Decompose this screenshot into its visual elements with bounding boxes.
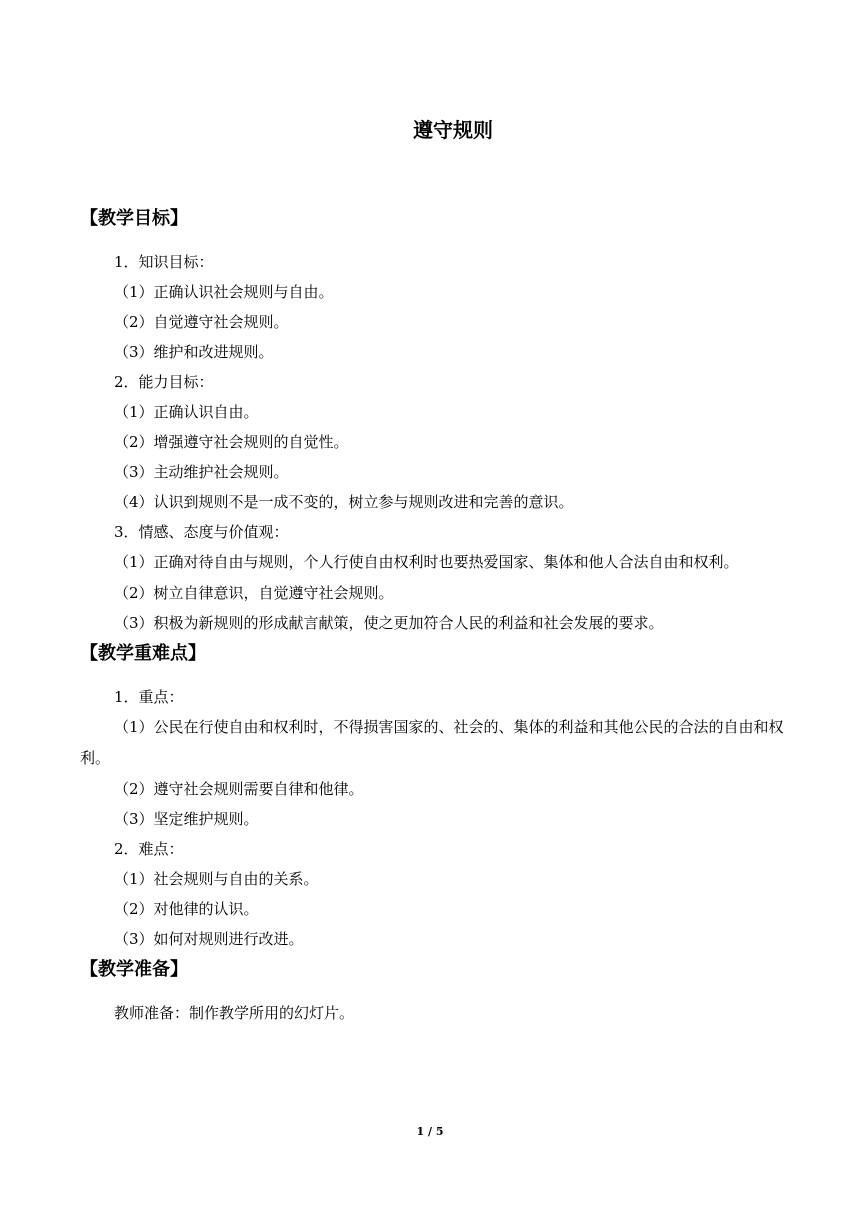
list-item: （1）公民在行使自由和权利时，不得损害国家的、社会的、集体的利益和其他公民的合法的自由和权利。 [80,718,784,767]
page-number: 1 / 5 [416,1125,444,1138]
subsection-label-knowledge: 1．知识目标： [114,253,214,271]
list-item: （1）正确认识社会规则与自由。 [114,283,334,301]
list-item: （2）树立自律意识，自觉遵守社会规则。 [114,584,394,602]
list-item: （1）社会规则与自由的关系。 [114,870,319,888]
list-item: （2）自觉遵守社会规则。 [114,313,289,331]
list-item: （4）认识到规则不是一成不变的，树立参与规则改进和完善的意识。 [114,493,574,511]
document-body [80,203,785,1028]
list-item: （1）正确对待自由与规则，个人行使自由权利时也要热爱国家、集体和他人合法自由和权利。 [114,553,739,571]
section-heading-objectives: 【教学目标】 [80,208,188,229]
list-item: （1）正确认识自由。 [114,403,259,421]
list-item: （2）对他律的认识。 [114,900,259,918]
list-item: （2）增强遵守社会规则的自觉性。 [114,433,349,451]
list-item: （2）遵守社会规则需要自律和他律。 [114,780,364,798]
subsection-label-key: 1．重点： [114,688,184,706]
section-heading-key-points: 【教学重难点】 [80,643,206,664]
list-item: （3）坚定维护规则。 [114,810,259,828]
list-item: （3）如何对规则进行改进。 [114,930,304,948]
subsection-label-difficult: 2．难点： [114,840,184,858]
list-item: （3）主动维护社会规则。 [114,463,289,481]
document-title: 遵守规则 [413,118,493,142]
section-heading-preparation: 【教学准备】 [80,959,188,980]
subsection-label-values: 3．情感、态度与价值观： [114,523,289,541]
preparation-text: 教师准备：制作教学所用的幻灯片。 [114,1004,355,1022]
list-item: （3）积极为新规则的形成献言献策，使之更加符合人民的利益和社会发展的要求。 [114,614,664,632]
list-item: （3）维护和改进规则。 [114,343,274,361]
subsection-label-ability: 2．能力目标： [114,373,214,391]
